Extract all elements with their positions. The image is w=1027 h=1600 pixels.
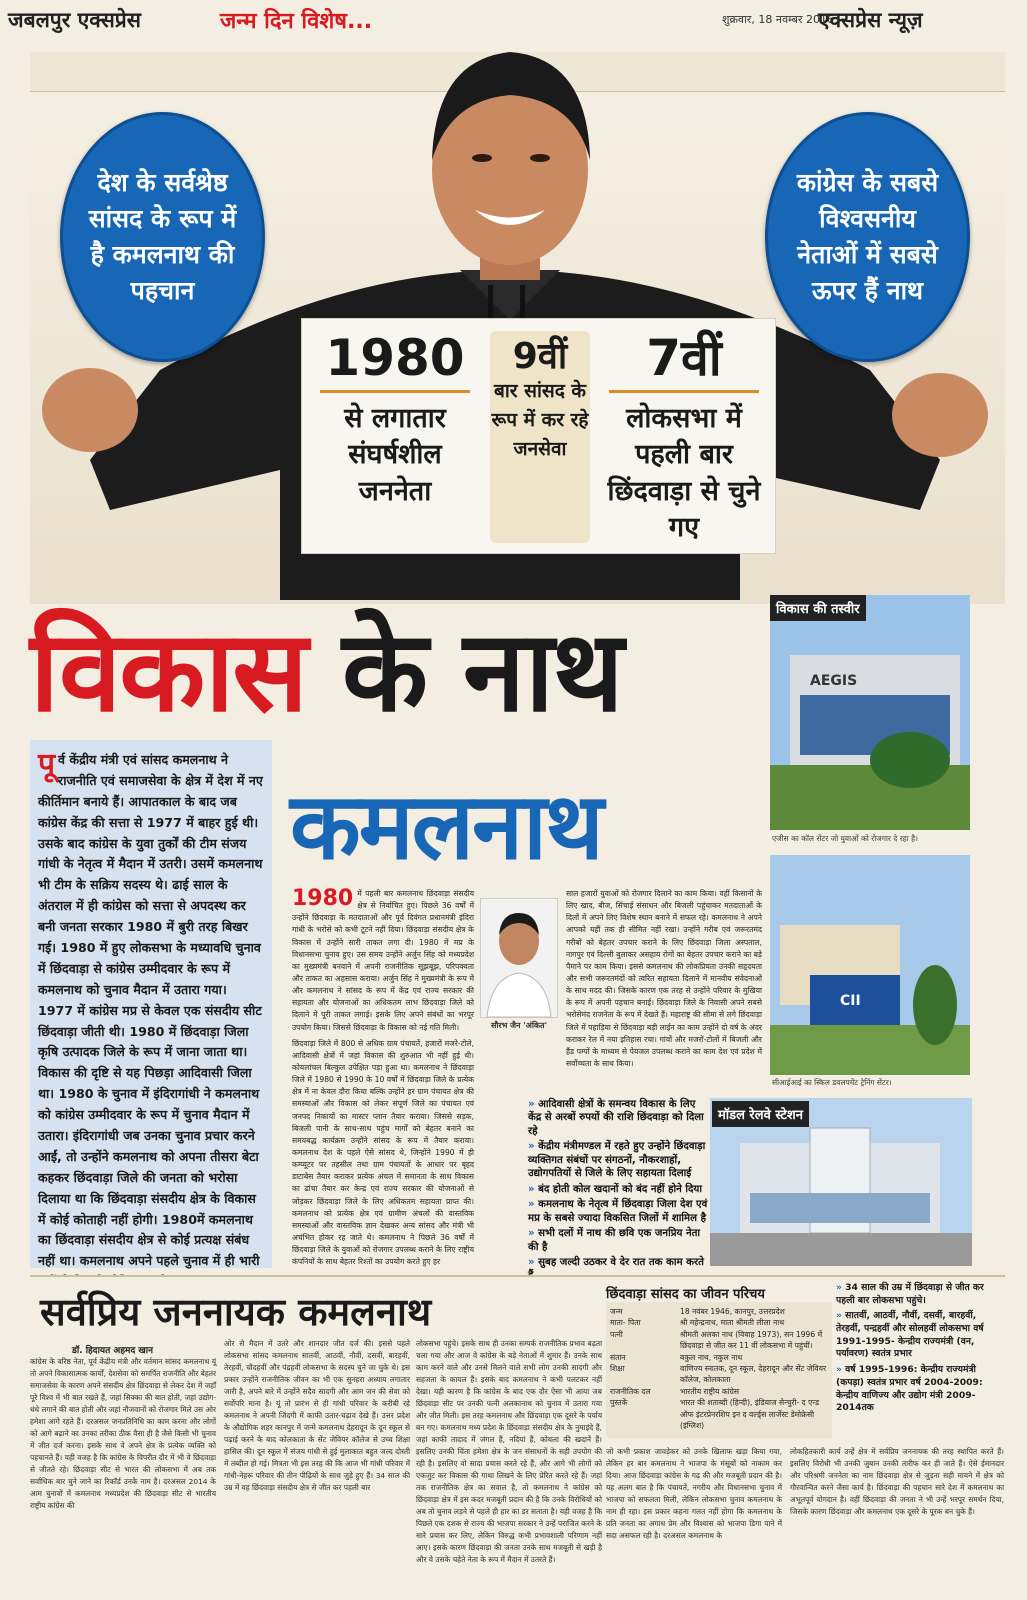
author-byline: डॉ. हिदायत अहमद खान: [72, 1346, 154, 1356]
story-column-1: [292, 888, 474, 1268]
stat-7th: [598, 331, 770, 547]
reporter-photo: [480, 898, 558, 1018]
bio-row: माता- पिता श्री महेन्द्रनाथ, माता श्रीमती लीला नाथ: [610, 1318, 785, 1328]
career-item: » वर्ष 1995-1996: केन्द्रीय राज्यमंत्री (कपड़ा) स्वतंत्र प्रभार वर्ष 2004-2009: केन्द्रीय वाणिज्य और उद्योग मंत्री 2009-2014तक: [836, 1364, 983, 1414]
bio-row: राजनीतिक दल भारतीय राष्ट्रीय कांग्रेस: [610, 1386, 740, 1396]
story-text-continued: छिंदवाड़ा जिले में 800 से अधिक ग्राम पंचायतें, हजारों मजरे-टोले, आदिवासी क्षेत्रों में जहां विकास की शुरुआत भी नहीं हुई थी। कोयलांचल बिल्कुल उपेक्षित पड़ा हुआ था। कमलनाथ ने छिंदवाड़ा जिले में 1980 से 1990 के 10 वर्षों में छिंदवाड़ा जिले के प्रत्येक क्षेत्र में ना केवल दौरा किया बल्कि उन्होंने हर ग्राम पंचायत क्षेत्र की समस्याओं और विकास को लेकर संपूर्ण जिले का पंचायत एवं जनपद निकायों का मास्टर प्लान तैयार कराया। जिससे सड़क, बिजली पानी के साथ-साथ पहुंच मार्गों को बेहतर बनाने का समयबद्ध कार्यक्रम उन्होंने सांसद के रूप में तैयार कराया। कमलनाथ देश के पहले ऐसे सांसद थे, जिन्होंने 1990 में ही कम्प्यूटर पर तहसील तथा ग्राम पंचायतों के आधार पर बृहद डाटाबेस तैयार कराकर प्रत्येक अंचल में समानता के साथ विकास का ढांचा तैयार कर केन्द्र एवं राज्य सरकार की योजनाओं से जोड़कर छिंदवाड़ा जिले के लिए अधिकतम सहायता प्राप्त की। कमलनाथ को प्रत्येक क्षेत्र एवं ग्रामीण अंचलों की वास्तविक समस्याओं और वास्तविक ज्ञान देखकर अन्य सांसद और मंत्री भी अचंभित होकर रह जाते थे। कमलनाथ ने पिछले 36 वर्षों में छिंदवाड़ा जिले के युवाओं को रोजगार उपलब्ध कराने के लिए राष्ट्रीय कंपनियों के साथ बेहतर रिश्तों का उपयोग करते हुए हर: [292, 1038, 474, 1267]
bio-row: शिक्षा वाणिज्य स्नातक, दून स्कूल, देहरादून और सेंट जेवियर कॉलेज, कोलकाता: [610, 1363, 827, 1385]
career-highlights: [836, 1282, 1004, 1444]
brand-name: एक्सप्रेस न्यूज़: [818, 8, 923, 32]
stat-label: बार सांसद के रूप में कर रहे जनसेवा: [491, 379, 589, 461]
headline-vikas: विकास: [30, 607, 307, 737]
story-year: 1980: [292, 886, 354, 911]
stat-divider: [320, 390, 470, 393]
article-column-5: लोकहितकारी कार्य उन्हें क्षेत्र में सर्वप्रिय जननायक की तरह स्थापित करते हैं। इसलिए विरोधी भी उनकी जुबान उनकी तारीफ कर ही जाते हैं। ऐसे ईमानदार और परिश्रमी जननेता का नाम छिंदवाड़ा क्षेत्र से जुड़ना सही मायने में क्षेत्र को गौरवान्वित करने जैसा कार्य है। छिंदवाड़ा की पहचान सारे देश में कमलनाथ का अभूतपूर्व योगदान है। वहीं छिंदवाड़ा की जनता ने भी उन्हें भरपूर समर्थन दिया, जिसके कारण छिंदवाड़ा और कमलनाथ एक दूसरे के पूरक बन चुके हैं।: [790, 1447, 1004, 1516]
photo-caption-cii: सीआईआई का स्किल डवलपमेंट ट्रेनिंग सेंटर।: [772, 1078, 892, 1087]
headline-kamalnath: कमलनाथ: [290, 773, 602, 880]
highlight-item: » कमलनाथ के नेतृत्व में छिंदवाड़ा जिला देश एवं मप्र के सबसे ज्यादा विकसित जिलों में शामिल है: [528, 1199, 708, 1224]
article-column-1: कांग्रेस के वरिष्ठ नेता, पूर्व केंद्रीय मंत्री और वर्तमान सांसद कमलनाथ यूं तो अपने विकासात्मक कार्यों, देशसेवा को समर्पित राजनीति और बेहतर समाजसेवा के कारण अपने संसदीय क्षेत्र छिंदवाड़ा से लेकर देश में जहाँ पूरे विश्व में भी बात रखते हैं, जहां सिक्का की बात होती, जहां उद्योग-धंधे लगाने की बात होती और जहां नौजवानों को रोजगार मिले उस ओर हमेशा आगे रहते हैं। दरअसल जनप्रतिनिधि का काम करना और लोगों को आगे बढ़ाने का उनका तरीका ठीक वैसा ही है जैसे किसी भी चुनाव में जीत दर्ज करना। इसके साथ वे अपने क्षेत्र के प्रत्येक व्यक्ति को पहचानते हैं। यही वजह है कि कांग्रेस के विपरीत दौर में भी वे छिंदवाड़ा से जीतते रहे। छिंदवाड़ा सीट से भारत की लोकसभा में अब तक सर्वाधिक बार चुने जाने का रिकॉर्ड उनके नाम है। दरअसल 2014 के आम चुनावों में कमलनाथ मध्यप्रदेश की छिंदवाड़ा सीट से भारतीय राष्ट्रीय कांग्रेस की: [30, 1357, 216, 1510]
stat-value: 9वीं: [512, 336, 568, 377]
quote-circle-right: कांग्रेस के सबसे विश्वसनीय नेताओं में सबसे ऊपर हैं नाथ: [765, 112, 970, 362]
stat-1980: [310, 331, 480, 510]
reporter-caption: सौरभ जैन 'अंकित': [490, 1021, 548, 1030]
article-column-3: लोकसभा पहुंचे। इसके साथ ही उनका सम्पर्क राजनीतिक प्रभाव बढ़ता चला गया और आज वे कांग्रेस के बड़े नेताओं में शुमार हैं। उनके साथ काम करने वाले और उनसे मिलने वाले सभी लोग उनकी सादगी और सहजता के कायल हैं। इसके बाद कमलनाथ ने कभी पलटकर नहीं देखा। यही कारण है कि कांग्रेस के बाद एक दौर ऐसा भी आया जब छिंदवाड़ा सीट पर उनकी पत्नी अलकानाथ को चुनाव में उतारा गया और जीत मिली। इस तरह कमलनाथ और छिंदवाड़ा एक दूसरे के पर्याय बन गए। कमलनाथ मध्य प्रदेश के छिंदवाड़ा संसदीय क्षेत्र के नुमाइंदे हैं, जहां काफी तादाद में जंगल हैं, नदियां हैं, कोयला की खदानें हैं। इसलिए उनकी चिंता हमेशा क्षेत्र के जन संसाधनों के सही उपयोग की रही है। इसलिए वो सादा प्रयास करते रहे हैं, और आगे भी लोगों को एकजुट कर विकास की गाथा लिखने के लिए प्रेरित करते रहे हैं। जहां तक राजनीतिक क्षेत्र का सवाल है, तो कमलनाथ ने कांग्रेस को छिंदवाड़ा क्षेत्र में इस कदर मजबूती प्रदान की है कि उनके विरोधियों को अब तो चुनाव लड़ने से पहले ही हार का डर सताता है। यही वजह है कि पिछले एक दशक से राज्य की भाजपा सरकार ने उन्हें पराजित करने के सारे प्रयास कर लिए, लेकिन विरुद्ध कभी प्रभावशाली परिणाम नहीं आए। इसके कारण छिंदवाड़ा की जनता उनके साथ मजबूती से खड़ी है और वे उसके चहेते नेता के रूप में मैदान में उतरते हैं।: [416, 1339, 602, 1564]
highlight-item: » आदिवासी क्षेत्रों के समन्वय विकास के लिए केंद्र से अरबों रुपयों की राशि छिंदवाड़ा को दिला रहे: [528, 1099, 704, 1137]
highlight-item: » सुबह जल्दी उठकर वे देर रात तक काम करते: [528, 1256, 704, 1268]
highlight-item: » बंद होती कोल खदानों को बंद नहीं होने दिया: [528, 1183, 702, 1195]
bio-row: संतान बकुल नाथ, नकुल नाथ: [610, 1352, 743, 1362]
photo-caption-aegis: एजीस का कॉल सेंटर जो युवाओं को रोजगार दे रहा है।: [772, 834, 918, 843]
highlight-item: » सभी दलों में नाथ की छवि एक जनप्रिय नेता की है: [528, 1228, 701, 1253]
intro-text: र्व केंद्रीय मंत्री एवं सांसद कमलनाथ ने राजनीति एवं समाजसेवा के क्षेत्र में देश में नए कीर्तिमान बनाये हैं। आपातकाल के बाद जब कांग्रेस केंद्र की सत्ता से 1977 में बाहर हुई थी। उसके बाद कांग्रेस के युवा तुर्कों की टीम संजय गांधी के नेतृत्व में मैदान में उतरी। उसमें कमलनाथ भी टीम के सक्रिय सदस्य थे। ढाई साल के अंतराल में ही कांग्रेस को सत्ता से अपदस्थ कर बनी जनता सरकार 1980 में बुरी तरह बिखर गई। 1980 में हुए लोकसभा के मध्यावधि चुनाव में छिंदवाड़ा से कांग्रेस उम्मीदवार के रूप में कमलनाथ को चुनाव मैदान में उतारा गया। 1977 में कांग्रेस मप्र से केवल एक संसदीय सीट छिंदवाड़ा जीती थी। 1980 में छिंदवाड़ा जिला कृषि उत्पादक जिले के रूप में जाना जाता था। विकास की दृष्टि से यह पिछड़ा आदिवासी जिला था। 1980 के चुनाव में इंदिरागांधी ने कमलनाथ को कांग्रेस उम्मीदवार के रूप में चुनाव मैदान में उतारा। इंदिरागांधी जब उनका चुनाव प्रचार करने आईं, तो उन्होंने कमलनाथ को अपना तीसरा बेटा कहकर छिंदवाड़ा जिले की जनता को भरोसा दिलाया था कि छिंदवाड़ा संसदीय क्षेत्र के विकास में कोई कोताही नहीं होगी। 1980में कमलनाथ का छिंदवाड़ा संसदीय क्षेत्र से कोई प्रत्यक्ष संबंध नहीं था। कमलनाथ अपने पहले चुनाव में ही भारी: [38, 752, 263, 1269]
story-text: में पहली बार कमलनाथ छिंदवाड़ा संसदीय क्षेत्र से निर्वाचित हुए। पिछले 36 वर्षों में उन्होंने छिंदवाड़ा के मतदाताओं और पूर्व दिवंगत प्रधानमंत्री इंदिरा गांधी के भरोसे को कभी टूटने नहीं दिया। छिंदवाड़ा संसदीय क्षेत्र के विकास में उन्होंने सारी ताकत लगा दी। 1980 में मप्र के विधानसभा चुनाव हुए। उस समय उन्होंने अर्जुन सिंह को मध्यप्रदेश का मुख्यमंत्री बनवाने में अपनी राजनीतिक सूझबूझ, परिपक्वता और ताकत का अहसास कराया। अर्जुन सिंह ने मुख्यमंत्री के रूप में और कमलनाथ ने सांसद के रूप में केंद्र एवं राज्य सरकार की सहायता और योजनाओं का अधिकतम लाभ छिंदवाड़ा जिले को दिलाने में पूरी ताकत लगाई। इसके लिए अपने संबंधों का भरपूर उपयोग किया। जिससे छिंदवाड़ा के विकास को नई गति मिली।: [292, 889, 474, 1032]
article-column-2: ओर से मैदान में उतरे और शानदार जीत दर्ज की। इससे पहले लोकसभा सांसद कमलनाथ सातवीं, आठवीं, नौवीं, दसवीं, बारहवीं, तेरहवीं, चौदहवीं और पंद्रहवीं लोकसभा के सदस्य चुने जा चुके थे। इस प्रकार उन्होंने राजनीतिक जीवन का भी एक सुनहरा अध्याय लगातार जारी है, अपने बारे में उन्होंने सदैव सादगी और आम जन की सेवा को सर्वोपरि माना है। यूं तो प्रारंभ से ही गांधी परिवार के करीबी रहे कमलनाथ ने अपनी जिंदगी में काफी उतार-चढ़ाव देखे हैं। उत्तर प्रदेश के औद्योगिक शहर कानपुर में जन्मे कमलनाथ देहरादून के दून स्कूल से पढ़ाई करने के बाद कोलकाता के सेंट जेवियर कॉलेज से उच्च शिक्षा हासिल की। दून स्कूल में संजय गांधी से हुई मुलाकात बहुत जल्द दोस्ती में तब्दील हो गई। मित्रता भी इस तरह की कि आज भी गांधी परिवार में गांधी-नेहरू परिवार की तीन पीढ़ियों के साथ जुड़े हुए हैं। 34 साल की उम्र में वह छिंदवाड़ा संसदीय क्षेत्र से जीत कर पहली बार: [224, 1339, 410, 1492]
article-column-4: जो कभी प्रकाश जावड़ेकर को उनके खिलाफ खड़ा किया गया, लेकिन हर बार कमलनाथ ने भाजपा के मंसूबों को नाकाम कर दिया। आज छिंदवाड़ा कांग्रेस के गढ़ की और मजबूती प्रदान की है। यह अलग बात है कि पंचायतें, नगरीय और विधानसभा चुनाव में भाजपा को सफलता मिली, लेकिन लोकसभा चुनाव कमलनाथ के नाम ही रहा। इस प्रकार कहना गलत नहीं होगा कि कमलनाथ के प्रति जनता का अगाध प्रेम और विश्वास को भाजपा डिगा पाने में सदा असफल रही है। दरअसल कमलनाथ के: [606, 1447, 782, 1540]
story-column-2: साल हजारों युवाओं को रोजगार दिलाने का काम किया। वहीं किसानों के लिए खाद, बीज, सिंचाई संसाधन और बिजली पहुंचाकर मतदाताओं के दिलों में अपने लिए विशेष स्थान बनाने में सफल रहे। कमलनाथ ने अपने आपको यहीं तक ही सीमित नहीं रखा। उन्होंने गरीब एवं जरूरतमंद गरीबों को बेहतर उपचार कराने के लिए छिंदवाड़ा जिला अस्पताल, नागपुर एवं दिल्ली बुलाकर असहाय रोगों का बेहतर उपचार कराने का बड़े पैमाने पर काम किया। इससे कमलनाथ की लोकप्रियता उनकी सहृदयता और सभी जरूरतमंदों को त्वरित सहायता दिलाने में मानवीय संवेदनाओं के साथ मदद की। जिसके कारण एक तरह से उन्होंने परिवार के मुखिया के रूप में अपनी पहचान बनाई। छिंदवाड़ा जिले के निवासी अपने सबसे भरोसेमंद राजनेता के रूप में देखते हैं। महाराष्ट्र की सीमा से लगे छिंदवाड़ा जिले में पहाड़िया से छिंदवाड़ा बड़ी लाईन का काम उन्होंने दो वर्ष के अंदर कराकर रेल में नया इतिहास रचा। गांवों और मजरों-टोलों में बिजली और हैंड पम्पों के माध्यम से पेयजल उपलब्ध कराने का काम देश एवं प्रदेश में सर्वोच्चता के साथ किया।: [566, 889, 762, 1068]
stat-value: 7वीं: [646, 329, 722, 387]
training-centre-icon: [770, 855, 970, 1075]
bio-row: जन्म 18 नवंबर 1946, कानपुर, उत्तरप्रदेश: [610, 1307, 785, 1316]
bio-row: पुस्तकें भारत की शताब्दी (हिन्दी), इंडियाज सेन्चुरी- द एन्ड ऑफ इंटरप्रेनरशिप इन द वर्ल्ड्स लार्जेस्ट डेमोक्रेसी (इंग्लिश): [610, 1398, 820, 1430]
photo-aegis: [770, 595, 970, 830]
cii-sign: CII: [840, 993, 861, 1009]
bio-row: पत्नी श्रीमती अलका नाथ (विवाह 1973), सन 1996 में छिंदवाड़ा से जीत कर 11 वीं लोकसभा में पहुंचीं।: [610, 1329, 823, 1351]
bio-title: छिंदवाड़ा सांसद का जीवन परिचय: [606, 1287, 765, 1302]
career-item: » सातवीं, आठवीं, नौवीं, दसवीं, बारहवीं, तेरहवीं, पन्द्रहवीं और सोलहवीं लोकसभा वर्ष 1991-1995- केन्द्रीय राज्यमंत्री (वन, पर्यावरण) स्वतंत्र प्रभार: [836, 1310, 984, 1360]
paper-name: जबलपुर एक्सप्रेस: [8, 8, 141, 32]
stat-divider: [609, 390, 759, 393]
stat-value: 1980: [325, 329, 465, 387]
bottom-headline: सर्वप्रिय जननायक कमलनाथ: [40, 1290, 432, 1334]
photo-cii: [770, 855, 970, 1075]
stats-panel: [301, 318, 776, 554]
intro-column: [30, 740, 272, 1268]
quote-circle-left: देश के सर्वश्रेष्ठ सांसद के रूप में है कमलनाथ की पहचान: [60, 112, 265, 362]
headline-ke-nath: के नाथ: [342, 607, 622, 737]
issue-date: शुक्रवार, 18 नवम्बर 2016: [722, 13, 834, 26]
career-item: » 34 साल की उम्र में छिंदवाड़ा से जीत कर पहली बार लोकसभा पहुंचे।: [836, 1282, 984, 1306]
building-icon: [770, 595, 970, 830]
drop-cap: पू: [38, 747, 56, 782]
special-tag: जन्म दिन विशेष...: [220, 9, 373, 34]
photo-section-label: विकास की तस्वीर: [770, 595, 866, 621]
photo-label-railway: मॉडल रेलवे स्टेशन: [712, 1101, 809, 1127]
stat-label: से लगातार संघर्षशील जननेता: [344, 403, 446, 507]
highlights-list: [528, 1098, 708, 1268]
aegis-sign: AEGIS: [810, 673, 858, 689]
bio-box: [606, 1302, 832, 1438]
reporter-avatar-icon: [481, 899, 557, 1017]
stat-label: लोकसभा में पहली बार छिंदवाड़ा से चुने गए: [607, 403, 761, 544]
stat-9th: [490, 331, 590, 543]
highlight-item: » केंद्रीय मंत्रीमण्डल में रहते हुए उन्होंने छिंदवाड़ा व्यक्तिगत संबंधों पर संगठनों, नौकरशाहों, उद्योगपतियों से जिले के लिए सहायता दिलाई: [528, 1141, 706, 1180]
